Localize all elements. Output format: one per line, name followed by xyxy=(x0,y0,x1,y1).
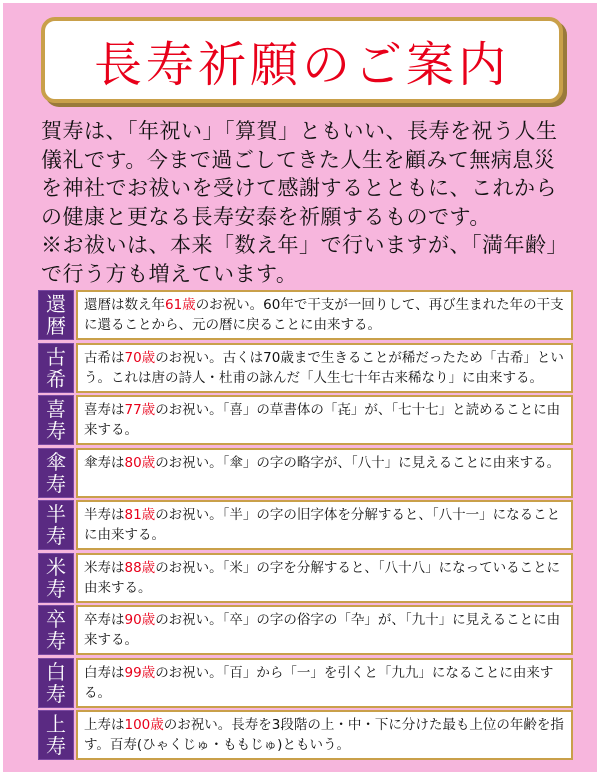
row-label xyxy=(38,448,74,498)
table-row xyxy=(38,290,573,340)
desc-text: 半寿は xyxy=(84,507,125,523)
age-value: 77歳 xyxy=(124,402,156,418)
row-label-char: 古 xyxy=(46,344,66,369)
age-value: 81歳 xyxy=(124,507,156,523)
row-description xyxy=(76,553,573,603)
table-row xyxy=(38,658,573,708)
desc-text: 上寿は xyxy=(84,717,125,733)
desc-text: 白寿は xyxy=(84,664,125,681)
row-label-char: 希 xyxy=(46,366,66,391)
longevity-table xyxy=(38,290,573,763)
row-label-char: 喜 xyxy=(46,397,66,421)
row-label xyxy=(38,658,74,708)
table-row xyxy=(38,710,573,760)
age-value: 88歳 xyxy=(124,559,156,576)
age-value: 100歳 xyxy=(124,717,164,733)
intro-note: ※お祓いは、本来「数え年」で行いますが、「満年齢」で行う方も増えています。 xyxy=(41,233,568,286)
desc-text: 米寿は xyxy=(84,559,125,576)
age-value: 61歳 xyxy=(165,297,196,313)
table-row xyxy=(38,343,573,393)
row-label-char: 還 xyxy=(46,292,66,316)
desc-text: のお祝い。「卒」の字の俗字の「卆」が、「九十」に見えることに由来する。 xyxy=(84,612,561,648)
row-label-char: 寿 xyxy=(46,629,66,653)
row-description xyxy=(76,448,573,498)
table-row xyxy=(38,500,573,550)
row-label-char: 米 xyxy=(46,554,66,579)
row-description xyxy=(76,500,573,550)
desc-text: のお祝い。60年で干支が一回りして、再び生まれた年の干支に還ることから、元の暦に戻ることに由来する。 xyxy=(84,297,564,333)
row-label-char: 上 xyxy=(46,712,66,736)
row-description xyxy=(76,290,573,340)
desc-text: 喜寿は xyxy=(84,402,125,418)
desc-text: 還暦は数え年 xyxy=(84,297,165,313)
row-label-char: 寿 xyxy=(46,524,66,548)
desc-text: のお祝い。「半」の字の旧字体を分解すると、「八十一」になることに由来する。 xyxy=(84,507,561,543)
desc-text: 古希は xyxy=(84,349,125,366)
table-row xyxy=(38,553,573,603)
row-description xyxy=(76,605,573,655)
age-value: 80歳 xyxy=(124,454,156,471)
row-label-char: 寿 xyxy=(46,576,66,601)
row-label xyxy=(38,395,74,445)
desc-text: のお祝い。古くは70歳まで生きることが稀だったため「古希」という。これは唐の詩人・杜甫の詠んだ「人生七十年古来稀なり」に由来する。 xyxy=(84,349,564,386)
desc-text: のお祝い。長寿を3段階の上・中・下に分けた最も上位の年齢を指す。百寿(ひゃくじゅ・ももじゅ)ともいう。 xyxy=(84,717,564,753)
age-value: 90歳 xyxy=(124,612,156,628)
desc-text: のお祝い。「米」の字を分解すると、「八十八」になっていることに由来する。 xyxy=(84,559,561,596)
row-description xyxy=(76,658,573,708)
row-description xyxy=(76,710,573,760)
row-label xyxy=(38,343,74,393)
row-label-char: 白 xyxy=(46,659,66,684)
desc-text: のお祝い。「百」から「一」を引くと「九九」になることに由来する。 xyxy=(84,664,554,701)
desc-text: のお祝い。「喜」の草書体の「㐂」が、「七十七」と読めることに由来する。 xyxy=(84,402,561,438)
title-box xyxy=(41,17,563,103)
row-label xyxy=(38,500,74,550)
row-description xyxy=(76,343,573,393)
row-label xyxy=(38,553,74,603)
desc-text: 卒寿は xyxy=(84,612,125,628)
desc-text: 傘寿は xyxy=(84,454,125,471)
row-label-char: 卒 xyxy=(46,607,66,631)
table-row xyxy=(38,448,573,498)
intro-text xyxy=(41,117,571,288)
row-label-char: 寿 xyxy=(46,419,66,443)
row-label xyxy=(38,605,74,655)
row-label-char: 寿 xyxy=(46,471,66,496)
row-label-char: 寿 xyxy=(46,681,66,706)
table-row xyxy=(38,605,573,655)
table-row xyxy=(38,395,573,445)
row-label xyxy=(38,710,74,760)
row-label xyxy=(38,290,74,340)
row-label-char: 傘 xyxy=(46,449,66,474)
intro-paragraph: 賀寿は、「年祝い」「算賀」ともいい、長寿を祝う人生儀礼です。今まで過ごしてきた人生を顧みて無病息災を神社でお祓いを受けて感謝するとともに、これからの健康と更なる長寿安泰を祈願するものです。 xyxy=(41,119,558,229)
row-label-char: 暦 xyxy=(46,314,66,338)
row-description xyxy=(76,395,573,445)
row-label-char: 寿 xyxy=(46,734,66,758)
age-value: 70歳 xyxy=(124,349,156,366)
page-title: 長寿祈願のご案内 xyxy=(93,36,510,93)
age-value: 99歳 xyxy=(124,664,156,681)
desc-text: のお祝い。「傘」の字の略字が、「八十」に見えることに由来する。 xyxy=(155,454,561,471)
row-label-char: 半 xyxy=(46,502,66,526)
